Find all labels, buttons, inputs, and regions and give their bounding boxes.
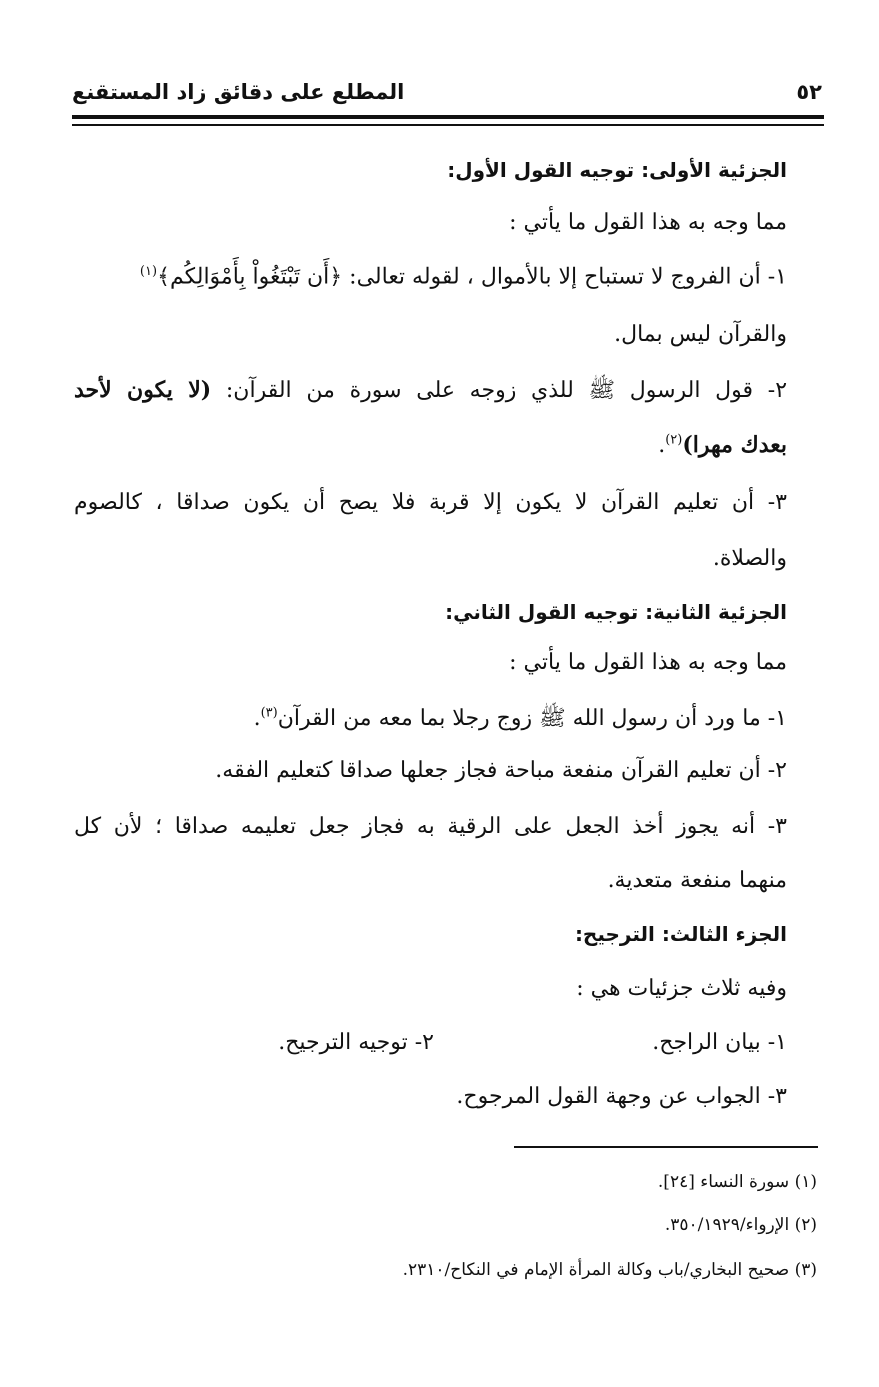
paragraph-point-2-line-1 [74, 376, 787, 408]
paragraph-point-3-line-1: ٣- أن تعليم القرآن لا يكون إلا قربة فلا يصح أن يكون صداقا ، كالصوم [74, 490, 787, 515]
footnote-1: (١) سورة النساء [٢٤]. [657, 1172, 817, 1192]
list-item-3: ٣- الجواب عن وجهة القول المرجوح. [456, 1084, 787, 1109]
paragraph-intro-3: وفيه ثلاث جزئيات هي : [576, 976, 787, 1001]
paragraph-second-point-2: ٢- أن تعليم القرآن منفعة مباحة فجاز جعلها صداقا كتعليم الفقه. [215, 758, 787, 783]
list-item-2: ٢- توجيه الترجيح. [278, 1030, 434, 1055]
second-point-1-text: ١- ما ورد أن رسول الله ﷺ زوج رجلا بما معه من القرآن [277, 706, 787, 731]
paragraph-intro-2: مما وجه به هذا القول ما يأتي : [509, 650, 787, 675]
paragraph-point-1-line-1 [140, 264, 787, 289]
page-header [72, 80, 822, 104]
paragraph-intro-1: مما وجه به هذا القول ما يأتي : [509, 210, 787, 235]
paragraph-second-point-3-line-2: منهما منفعة متعدية. [607, 868, 787, 893]
paragraph-point-1-line-2: والقرآن ليس بمال. [614, 322, 787, 347]
page-number: ٥٢ [796, 80, 822, 104]
heading-first-opinion: الجزئية الأولى: توجيه القول الأول: [447, 158, 787, 182]
footnote-separator [514, 1146, 818, 1148]
heading-second-opinion: الجزئية الثانية: توجيه القول الثاني: [445, 600, 787, 624]
hadith-quote-start: (لا يكون لأحد [74, 377, 212, 403]
heading-preference: الجزء الثالث: الترجيح: [574, 922, 787, 946]
footnote-2: (٢) الإرواء/٣٥٠/١٩٢٩. [664, 1215, 817, 1235]
point-1-text: ١- أن الفروج لا تستباح إلا بالأموال ، لقوله تعالى: ﴿أَن تَبْتَغُواْ بِأَمْوَالِكُم﴾ [157, 264, 787, 290]
paragraph-point-2-line-2 [658, 432, 787, 458]
point-2-text: ٢- قول الرسول ﷺ للذي زوجه على سورة من القرآن: [211, 378, 788, 403]
list-item-1: ١- بيان الراجح. [652, 1030, 787, 1055]
point-2-period: . [658, 433, 666, 458]
header-rule-thin [72, 124, 824, 126]
paragraph-second-point-3-line-1: ٣- أنه يجوز أخذ الجعل على الرقية به فجاز جعل تعليمه صداقا ؛ لأن كل [74, 814, 787, 839]
running-title: المطلع على دقائق زاد المستقنع [72, 80, 405, 104]
header-rule-thick [72, 115, 824, 119]
footnote-ref-2: (٢) [665, 432, 683, 448]
paragraph-point-3-line-2: والصلاة. [712, 546, 787, 571]
footnote-ref-1: (١) [139, 264, 158, 279]
paragraph-second-point-1 [254, 704, 787, 736]
hadith-quote-end: بعدك مهرا) [682, 432, 787, 458]
second-point-1-period: . [253, 706, 261, 731]
footnote-ref-3: (٣) [260, 705, 278, 721]
footnote-3: (٣) صحيح البخاري/باب وكالة المرأة الإمام في النكاح/٢٣١٠. [402, 1260, 817, 1280]
